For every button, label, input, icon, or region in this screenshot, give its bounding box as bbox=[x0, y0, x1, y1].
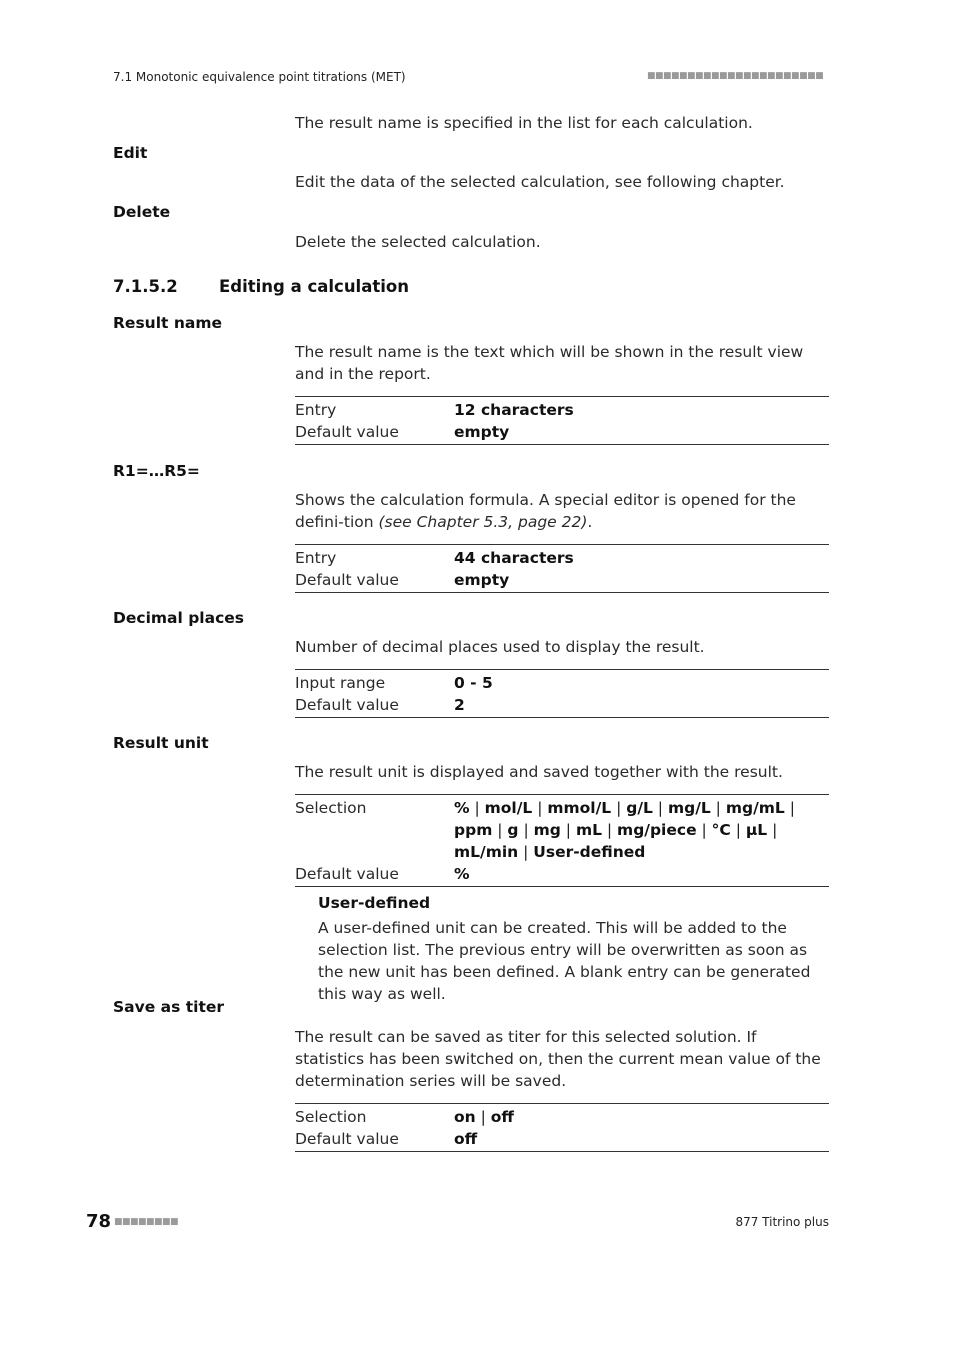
table-row bbox=[295, 399, 829, 421]
table-row bbox=[295, 672, 829, 694]
header-dots: ■■■■■■■■■■■■■■■■■■■■■■ bbox=[647, 71, 824, 81]
option-value: g/L bbox=[626, 799, 653, 817]
option-value: °C bbox=[711, 821, 731, 839]
row-value: 2 bbox=[454, 696, 465, 714]
section-number: 7.1.5.2 bbox=[113, 277, 178, 296]
row-key: Default value bbox=[295, 1130, 399, 1148]
option-value: mL bbox=[575, 821, 602, 839]
option-separator: | bbox=[611, 799, 627, 817]
r1r5-text-main: Shows the calculation formula. A special editor is opened for the defini-tion bbox=[295, 491, 796, 531]
decimal-places-table bbox=[295, 669, 829, 718]
table-row bbox=[295, 547, 829, 569]
option-value: mg/piece bbox=[617, 821, 697, 839]
option-value: g bbox=[507, 821, 519, 839]
row-value: empty bbox=[454, 571, 510, 589]
unit-options bbox=[454, 797, 829, 863]
option-separator: | bbox=[560, 821, 576, 839]
r1r5-text-end: . bbox=[587, 513, 593, 531]
save-as-titer-text: The result can be saved as titer for this selected solution. If statistics has been switched on, then the current mean value of the determination series will be saved. bbox=[295, 1028, 821, 1090]
save-as-titer-table bbox=[295, 1103, 829, 1152]
table-row bbox=[295, 421, 829, 443]
edit-text: Edit the data of the selected calculation, see following chapter. bbox=[295, 173, 785, 191]
row-key: Entry bbox=[295, 549, 337, 567]
table-row bbox=[295, 569, 829, 591]
option-separator: | bbox=[784, 799, 795, 817]
row-key: Default value bbox=[295, 696, 399, 714]
section-title: Editing a calculation bbox=[219, 277, 409, 296]
result-name-term: Result name bbox=[113, 314, 222, 332]
row-key: Default value bbox=[295, 865, 399, 883]
row-value: 44 characters bbox=[454, 549, 574, 567]
result-unit-text: The result unit is displayed and saved together with the result. bbox=[295, 763, 783, 781]
row-key: Default value bbox=[295, 571, 399, 589]
running-header: 7.1 Monotonic equivalence point titrations (MET) bbox=[113, 70, 406, 84]
result-unit-term: Result unit bbox=[113, 734, 209, 752]
option-value: ppm bbox=[454, 821, 493, 839]
option-separator: | bbox=[532, 799, 548, 817]
user-defined-title: User-defined bbox=[318, 894, 431, 912]
option-separator: | bbox=[518, 843, 534, 861]
option-separator: | bbox=[518, 821, 534, 839]
r1r5-text bbox=[295, 489, 825, 533]
delete-text: Delete the selected calculation. bbox=[295, 233, 541, 251]
row-key: Entry bbox=[295, 401, 337, 419]
option-value: % bbox=[454, 799, 470, 817]
delete-term: Delete bbox=[113, 203, 171, 221]
decimal-places-text: Number of decimal places used to display the result. bbox=[295, 638, 705, 656]
option-separator: | bbox=[652, 799, 668, 817]
option-value: mg/L bbox=[667, 799, 711, 817]
row-key: Default value bbox=[295, 423, 399, 441]
page-number: 78 bbox=[86, 1211, 112, 1232]
table-row bbox=[295, 797, 829, 863]
footer-dots: ■■■■■■■■ bbox=[114, 1217, 179, 1227]
row-value: % bbox=[454, 865, 470, 883]
product-name: 877 Titrino plus bbox=[735, 1215, 829, 1229]
row-key: Selection bbox=[295, 799, 367, 817]
result-name-text: The result name is the text which will be shown in the result view and in the report. bbox=[295, 343, 804, 383]
table-row bbox=[295, 863, 829, 885]
option-value: User-defined bbox=[533, 843, 646, 861]
user-defined-text: A user-defined unit can be created. This will be added to the selection list. The previous entry will be overwritten as soon as the new unit has been defined. A blank entry can be generated this way as well. bbox=[318, 919, 811, 1003]
option-separator: | bbox=[767, 821, 778, 839]
option-value: mg bbox=[533, 821, 561, 839]
option-value: off bbox=[490, 1108, 514, 1126]
row-value: off bbox=[454, 1130, 478, 1148]
row-key: Input range bbox=[295, 674, 386, 692]
option-separator: | bbox=[696, 821, 712, 839]
row-value: 12 characters bbox=[454, 401, 574, 419]
option-value: mL/min bbox=[454, 843, 519, 861]
option-value: mmol/L bbox=[547, 799, 612, 817]
table-row bbox=[295, 1128, 829, 1150]
result-name-table bbox=[295, 396, 829, 445]
titer-options bbox=[454, 1106, 829, 1128]
option-separator: | bbox=[475, 1108, 491, 1126]
option-value: mol/L bbox=[484, 799, 533, 817]
option-separator: | bbox=[601, 821, 618, 839]
result-unit-table bbox=[295, 794, 829, 887]
r1r5-table bbox=[295, 544, 829, 593]
r1r5-term: R1=…R5= bbox=[113, 462, 200, 480]
chapter-reference-link[interactable]: (see Chapter 5.3, page 22) bbox=[378, 513, 588, 531]
edit-term: Edit bbox=[113, 144, 148, 162]
save-as-titer-term: Save as titer bbox=[113, 998, 225, 1016]
table-row bbox=[295, 694, 829, 716]
option-separator: | bbox=[710, 799, 726, 817]
option-separator: | bbox=[469, 799, 485, 817]
row-value: empty bbox=[454, 423, 510, 441]
option-value: on bbox=[454, 1108, 476, 1126]
intro-text: The result name is specified in the list for each calculation. bbox=[295, 114, 753, 132]
option-value: µL bbox=[745, 821, 768, 839]
row-key: Selection bbox=[295, 1108, 367, 1126]
option-separator: | bbox=[730, 821, 746, 839]
option-separator: | bbox=[492, 821, 508, 839]
decimal-places-term: Decimal places bbox=[113, 609, 244, 627]
table-row bbox=[295, 1106, 829, 1128]
option-value: mg/mL bbox=[725, 799, 785, 817]
row-value: 0 - 5 bbox=[454, 674, 493, 692]
